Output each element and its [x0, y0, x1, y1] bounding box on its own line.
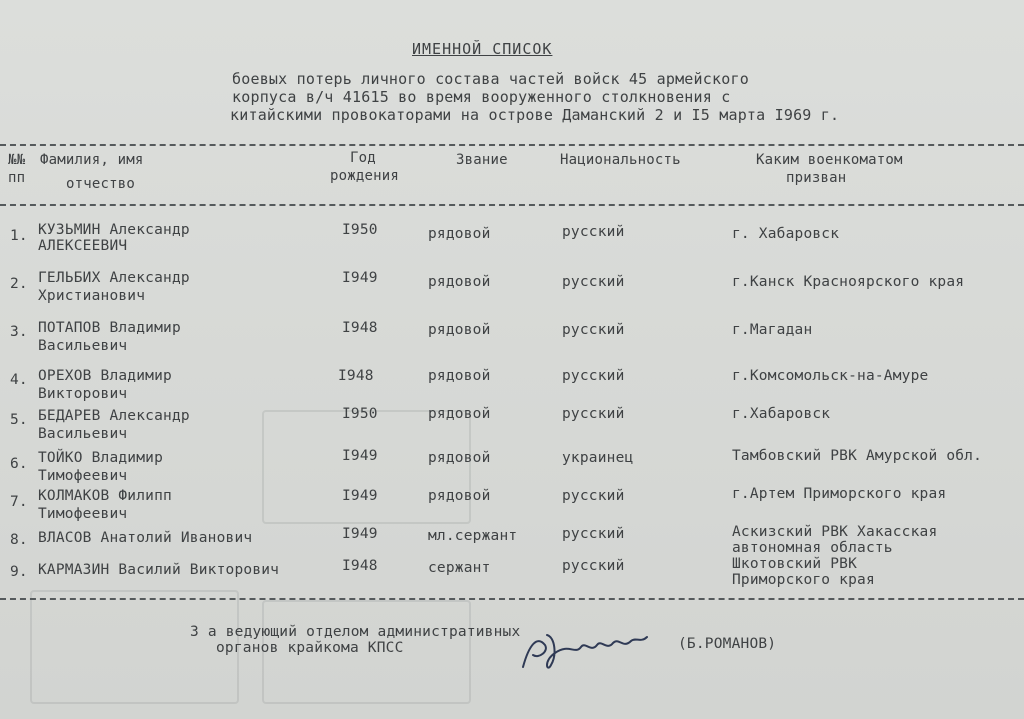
row-number: 9. [10, 564, 28, 580]
row-number: 3. [10, 324, 28, 340]
row-nationality: русский [562, 224, 625, 240]
row-patronymic: Тимофеевич [38, 468, 128, 484]
row-rank: рядовой [428, 226, 491, 242]
row-office: Шкотовский РВК [732, 556, 858, 572]
row-nationality: русский [562, 368, 625, 384]
divider-header [0, 204, 1024, 206]
row-patronymic: Тимофеевич [38, 506, 128, 522]
row-number: 4. [10, 372, 28, 388]
row-number: 5. [10, 412, 28, 428]
row-rank: рядовой [428, 322, 491, 338]
row-name: КОЛМАКОВ Филипп [38, 488, 172, 504]
header-rank: Звание [456, 152, 508, 168]
row-rank: рядовой [428, 450, 491, 466]
row-patronymic: Викторович [38, 386, 128, 402]
intro-line: боевых потерь личного состава частей войск 45 армейского [232, 70, 749, 88]
header-num: пп [8, 170, 26, 186]
divider-bottom [0, 598, 1024, 600]
header-num: №№ [8, 152, 26, 168]
row-rank: рядовой [428, 368, 491, 384]
row-number: 6. [10, 456, 28, 472]
faint-stamp [30, 590, 239, 704]
footer-position: З а ведующий отделом административных [190, 624, 521, 640]
footer-position: органов крайкома КПСС [216, 640, 404, 656]
row-patronymic: АЛЕКСЕЕВИЧ [38, 238, 128, 254]
row-office: г.Хабаровск [732, 406, 831, 422]
signatory-name: (Б.РОМАНОВ) [678, 636, 777, 652]
row-name: ГЕЛЬБИХ Александр [38, 270, 190, 286]
row-nationality: русский [562, 488, 625, 504]
header-nationality: Национальность [560, 152, 681, 168]
header-year: Год [350, 150, 376, 166]
row-nationality: русский [562, 406, 625, 422]
row-office: г.Магадан [732, 322, 813, 338]
row-name: КУЗЬМИН Александр [38, 222, 190, 238]
row-year: I948 [342, 558, 378, 574]
header-name: отчество [66, 176, 136, 192]
row-rank: рядовой [428, 274, 491, 290]
row-name: ОРЕХОВ Владимир [38, 368, 172, 384]
row-patronymic: Христианович [38, 288, 146, 304]
row-office: г.Канск Красноярского края [732, 274, 965, 290]
row-office: г.Комсомольск-на-Амуре [732, 368, 929, 384]
header-year: рождения [330, 168, 400, 184]
row-year: I948 [338, 368, 374, 384]
header-office: Каким военкоматом [756, 152, 903, 168]
header-name: Фамилия, имя [40, 152, 144, 168]
row-number: 1. [10, 228, 28, 244]
row-year: I948 [342, 320, 378, 336]
row-nationality: русский [562, 526, 625, 542]
row-rank: рядовой [428, 406, 491, 422]
row-office: Аскизский РВК Хакасская [732, 524, 938, 540]
row-nationality: украинец [562, 450, 634, 466]
row-name: ВЛАСОВ Анатолий Иванович [38, 530, 253, 546]
row-rank: мл.сержант [428, 528, 518, 544]
row-patronymic: Васильевич [38, 426, 128, 442]
row-number: 8. [10, 532, 28, 548]
row-name: ПОТАПОВ Владимир [38, 320, 181, 336]
row-name: БЕДАРЕВ Александр [38, 408, 190, 424]
row-rank: сержант [428, 560, 491, 576]
row-nationality: русский [562, 558, 625, 574]
intro-line: китайскими провокаторами на острове Даманский 2 и I5 марта I969 г. [230, 106, 840, 124]
row-year: I949 [342, 448, 378, 464]
row-rank: рядовой [428, 488, 491, 504]
row-office: Тамбовский РВК Амурской обл. [732, 448, 983, 464]
row-number: 7. [10, 494, 28, 510]
handwritten-signature [515, 615, 655, 675]
row-office: Приморского края [732, 572, 875, 588]
document-title: ИМЕННОЙ СПИСОК [412, 40, 553, 58]
row-year: I949 [342, 270, 378, 286]
header-office: призван [786, 170, 847, 186]
row-year: I950 [342, 406, 378, 422]
row-office: г.Артем Приморского края [732, 486, 947, 502]
row-year: I949 [342, 488, 378, 504]
row-office: автономная область [732, 540, 893, 556]
row-year: I949 [342, 526, 378, 542]
row-office: г. Хабаровск [732, 226, 840, 242]
row-nationality: русский [562, 322, 625, 338]
intro-line: корпуса в/ч 41615 во время вооруженного столкновения с [232, 88, 731, 106]
row-patronymic: Васильевич [38, 338, 128, 354]
row-name: КАРМАЗИН Василий Викторович [38, 562, 280, 578]
row-nationality: русский [562, 274, 625, 290]
row-name: ТОЙКО Владимир [38, 450, 164, 466]
row-year: I950 [342, 222, 378, 238]
faint-stamp [262, 410, 471, 524]
divider-top [0, 144, 1024, 146]
row-number: 2. [10, 276, 28, 292]
